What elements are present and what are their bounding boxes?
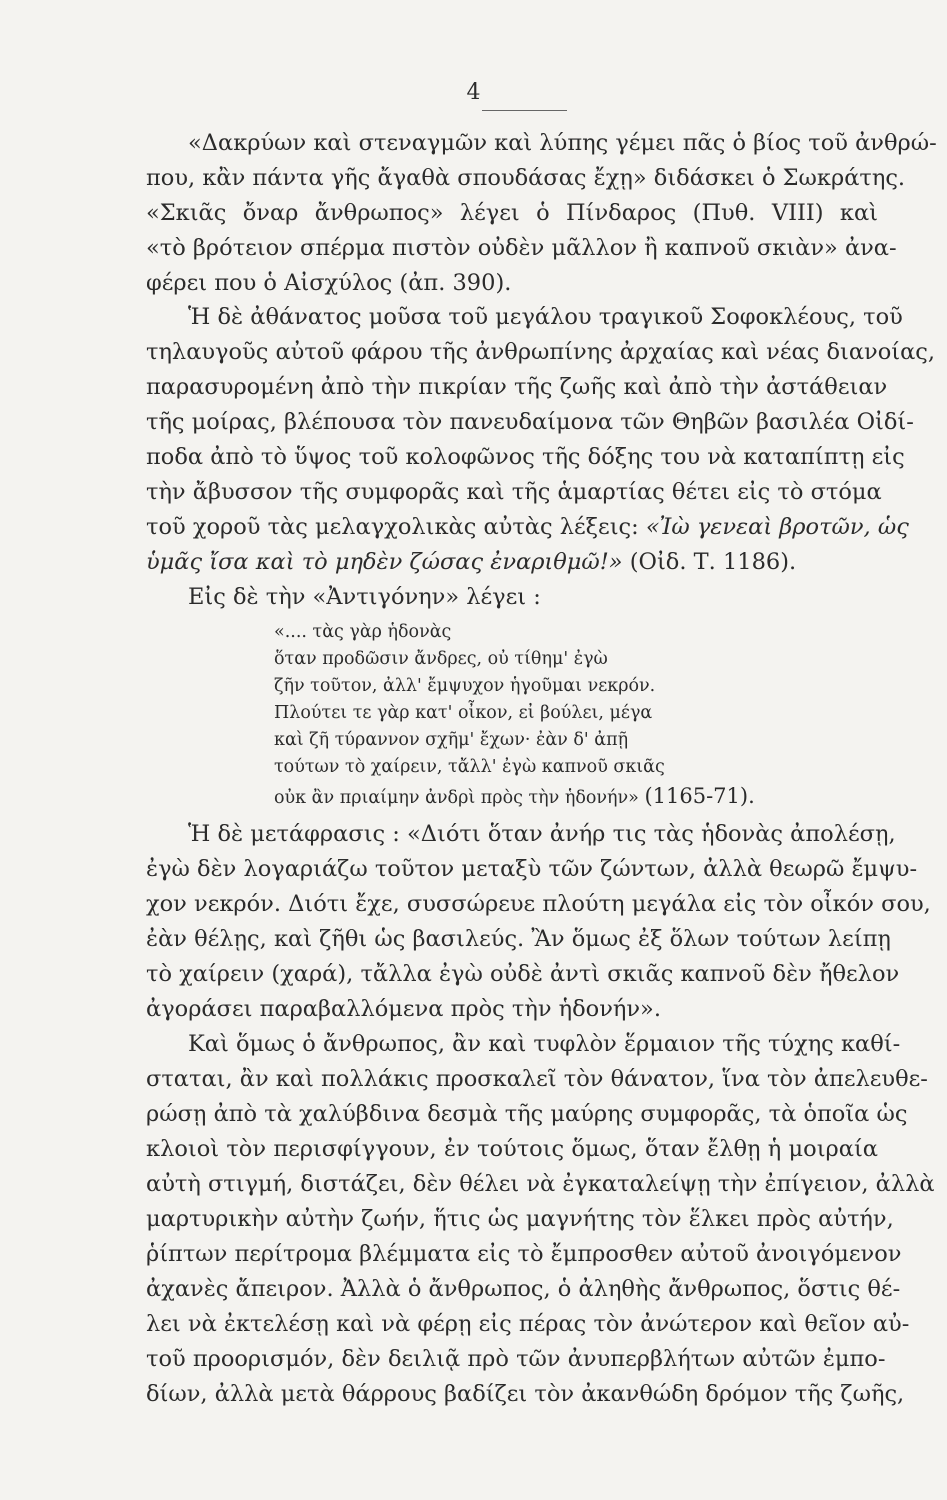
text-line: τοῦ προορισμόν, δὲν δειλιᾷ πρὸ τῶν ἀνυπερβλήτων αὐτῶν ἐμπο-	[146, 1346, 886, 1372]
text-span: τοῦ χοροῦ τὰς μελαγχολικὰς αὐτὰς λέξεις:	[146, 514, 639, 540]
text-line: σταται, ἂν καὶ πολλάκις προσκαλεῖ τὸν θάνατον, ἵνα τὸν ἀπελευθε-	[146, 1066, 928, 1092]
text-line: μαρτυρικὴν αὐτὴν ζωήν, ἥτις ὡς μαγνήτης τὸν ἕλκει πρὸς αὐτήν,	[146, 1206, 894, 1232]
citation: (1165-71).	[644, 784, 755, 808]
text-line: φέρει που ὁ Αἰσχύλος (ἀπ. 390).	[146, 270, 512, 296]
text-line: Ἡ δὲ ἀθάνατος μοῦσα τοῦ μεγάλου τραγικοῦ Σοφοκλέους, τοῦ	[188, 304, 903, 330]
text-line: αὐτὴ στιγμή, διστάζει, δὲν θέλει νὰ ἐγκαταλείψῃ τὴν ἐπίγειον, ἀλλὰ	[146, 1171, 935, 1197]
text-line: ρώσῃ ἀπὸ τὰ χαλύβδινα δεσμὰ τῆς μαύρης συμφορᾶς, τὰ ὁποῖα ὡς	[146, 1101, 908, 1127]
text-line: «τὸ βρότειον σπέρμα πιστὸν οὐδὲν μᾶλλον ἢ καπνοῦ σκιὰν» ἀνα-	[146, 235, 897, 261]
verse-line	[274, 786, 755, 808]
page-number: 4	[466, 80, 481, 105]
text-line: ἐγὼ δὲν λογαριάζω τοῦτον μεταξὺ τῶν ζώντων, ἀλλὰ θεωρῶ ἔμψυ-	[146, 856, 918, 882]
text-line	[146, 551, 878, 574]
text-line: Εἰς δὲ τὴν «Ἀντιγόνην» λέγει :	[188, 584, 541, 610]
verse-text: οὐκ ἂν πριαίμην ἀνδρὶ πρὸς τὴν ἡδονήν»	[274, 788, 639, 808]
text-line: χον νεκρόν. Διότι ἔχε, συσσώρευε πλούτη μεγάλα εἰς τὸν οἶκόν σου,	[146, 891, 931, 917]
text-line: τὸ χαίρειν (χαρά), τἄλλα ἐγὼ οὐδὲ ἀντὶ σκιᾶς καπνοῦ δὲν ἤθελον	[146, 961, 900, 987]
verse-line: Πλούτει τε γὰρ κατ' οἶκον, εἰ βούλει, μέγα	[274, 703, 653, 723]
text-line: παρασυρομένη ἀπὸ τὴν πικρίαν τῆς ζωῆς καὶ ἀπὸ τὴν ἀστάθειαν	[146, 374, 888, 400]
text-line: τῆς μοίρας, βλέπουσα τὸν πανευδαίμονα τῶν Θηβῶν βασιλέα Οἰδί-	[146, 409, 914, 435]
verse-line: τούτων τὸ χαίρειν, τἄλλ' ἐγὼ καπνοῦ σκιᾶς	[274, 757, 665, 777]
text-line: ῥίπτων περίτρομα βλέμματα εἰς τὸ ἔμπροσθεν αὐτοῦ ἀνοιγόμενον	[146, 1241, 902, 1267]
text-line: δίων, ἀλλὰ μετὰ θάρρους βαδίζει τὸν ἀκανθώδη δρόμον τῆς ζωῆς,	[146, 1381, 905, 1407]
text-line: κλοιοὶ τὸν περισφίγγουν, ἐν τούτοις ὅμως, ὅταν ἔλθῃ ἡ μοιραία	[146, 1136, 878, 1162]
text-line: τηλαυγοῦς αὐτοῦ φάρου τῆς ἀνθρωπίνης ἀρχαίας καὶ νέας διανοίας,	[146, 339, 936, 365]
verse-line: καὶ ζῆ τύραννον σχῆμ' ἔχων· ἐὰν δ' ἀπῇ	[274, 730, 629, 750]
text-line: ἀχανὲς ἄπειρον. Ἀλλὰ ὁ ἄνθρωπος, ὁ ἀληθὴς ἄνθρωπος, ὅστις θέ-	[146, 1276, 901, 1302]
verse-line: «.... τὰς γὰρ ἡδονὰς	[274, 622, 452, 642]
text-line: «Δακρύων καὶ στεναγμῶν καὶ λύπης γέμει πᾶς ὁ βίος τοῦ ἀνθρώ-	[188, 130, 937, 156]
verse-line: ζῆν τοῦτον, ἀλλ' ἔμψυχον ἡγοῦμαι νεκρόν.	[274, 676, 656, 696]
text-line: τὴν ἄβυσσον τῆς συμφορᾶς καὶ τῆς ἁμαρτίας θέτει εἰς τὸ στόμα	[146, 479, 882, 505]
verse-line: ὅταν προδῶσιν ἄνδρες, οὐ τίθημ' ἐγὼ	[274, 649, 608, 669]
text-line: που, κἂν πάντα γῆς ἄγαθὰ σπουδάσας ἔχῃ» διδάσκει ὁ Σωκράτης.	[146, 165, 906, 191]
quote-italic: ὑμᾶς ἴσα καὶ τὸ μηδὲν ζώσας ἐναριθμῶ!»	[146, 549, 623, 575]
text-line: Καὶ ὅμως ὁ ἄνθρωπος, ἂν καὶ τυφλὸν ἕρμαιον τῆς τύχης καθί-	[188, 1031, 901, 1057]
quote-italic: «Ἰὼ γενεαὶ βροτῶν, ὡς	[645, 514, 909, 540]
text-line: ποδα ἀπὸ τὸ ὕψος τοῦ κολοφῶνος τῆς δόξης του νὰ καταπίπτῃ εἰς	[146, 444, 905, 470]
page-number-rule	[482, 110, 567, 111]
text-line: ἐὰν θέλῃς, καὶ ζῆθι ὡς βασιλεύς. Ἂν ὅμως ἐξ ὅλων τούτων λείπῃ	[146, 926, 891, 952]
text-line: Ἡ δὲ μετάφρασις : «Διότι ὅταν ἀνήρ τις τὰς ἡδονὰς ἀπολέσῃ,	[188, 821, 896, 847]
text-line: λει νὰ ἐκτελέσῃ καὶ νὰ φέρῃ εἰς πέρας τὸν ἀνώτερον καὶ θεῖον αὐ-	[146, 1311, 910, 1337]
text-line	[146, 514, 909, 540]
text-line: «Σκιᾶς ὄναρ ἄνθρωπος» λέγει ὁ Πίνδαρος (Πυθ. VIII) καὶ	[146, 200, 878, 226]
citation: (Οἰδ. Τ. 1186).	[629, 549, 797, 575]
text-line: ἀγοράσει παραβαλλόμενα πρὸς τὴν ἡδονήν».	[146, 996, 661, 1022]
